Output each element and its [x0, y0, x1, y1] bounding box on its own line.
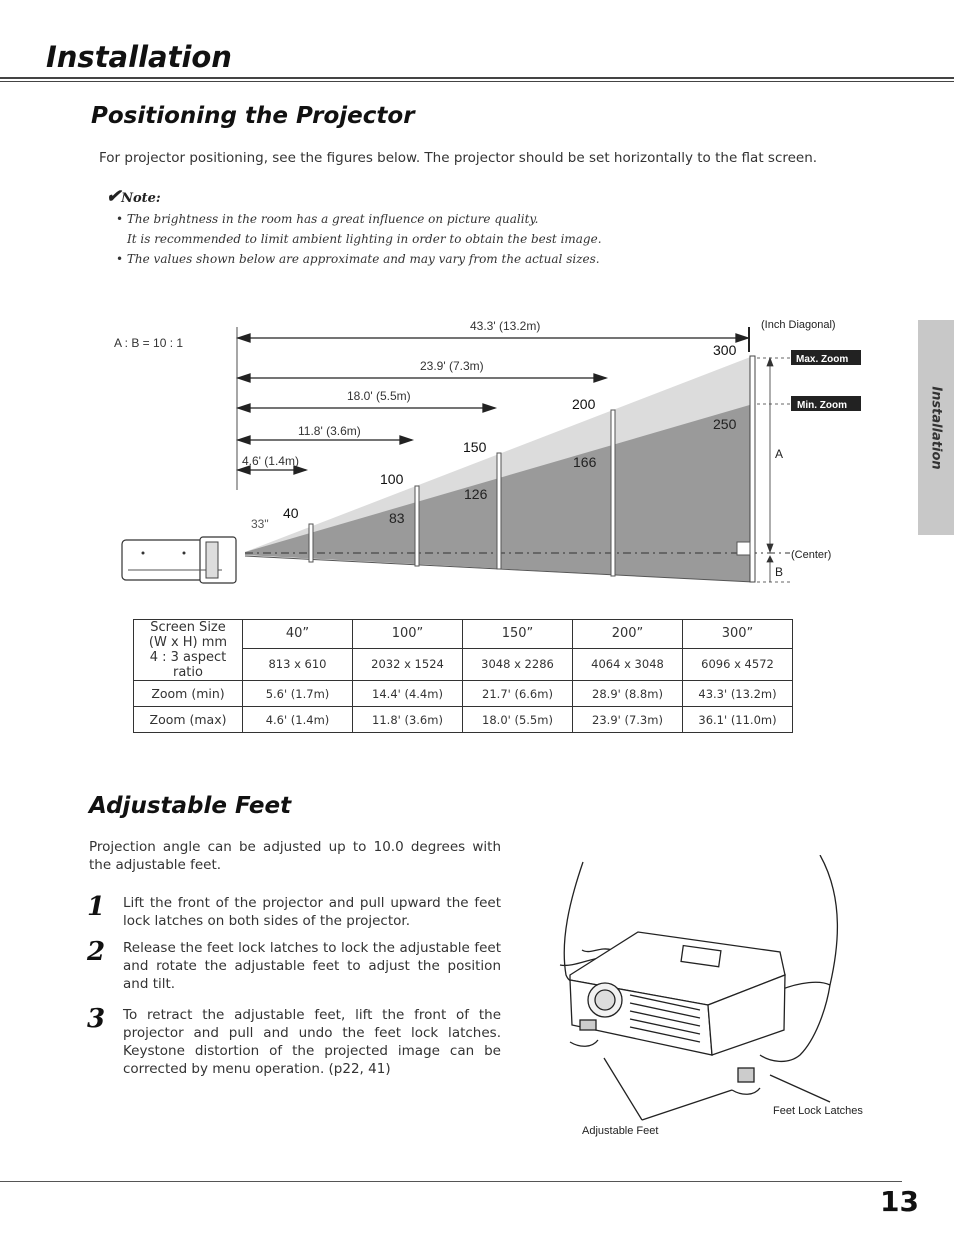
size-cell: 300” — [683, 620, 793, 649]
table-row — [134, 681, 793, 707]
header-rule-thin — [0, 81, 954, 82]
zoom-max-cell: 4.6' (1.4m) — [243, 707, 353, 733]
adjustable-feet-label: Adjustable Feet — [582, 1125, 659, 1137]
zoom-min-cell: 43.3' (13.2m) — [683, 681, 793, 707]
min-size-33: 33" — [251, 517, 269, 531]
step-number-3: 3 — [87, 1004, 106, 1034]
feet-intro: Projection angle can be adjusted up to 10.0 degrees with the adjustable feet. — [89, 839, 501, 873]
distance-label-100: 11.8' (3.6m) — [298, 424, 361, 438]
screen-300 — [750, 356, 755, 582]
distance-label-40: 4.6' (1.4m) — [242, 454, 299, 468]
header-line-3: 4 : 3 aspect ratio — [149, 650, 227, 680]
dims-cell: 4064 x 3048 — [573, 648, 683, 680]
center-label: (Center) — [791, 549, 832, 561]
inch-diagonal-label: (Inch Diagonal) — [761, 319, 836, 331]
header-line-2: (W x H) mm — [148, 635, 228, 650]
max-size-150: 150 — [463, 439, 487, 455]
zoom-max-cell: 36.1' (11.0m) — [683, 707, 793, 733]
zoom-max-cell: 11.8' (3.6m) — [353, 707, 463, 733]
min-size-250: 250 — [713, 416, 737, 432]
min-zoom-label: Min. Zoom — [797, 400, 847, 411]
header-rule — [0, 77, 954, 79]
screen-200 — [611, 410, 615, 576]
step-number-1: 1 — [87, 892, 106, 922]
projection-diagram — [0, 300, 918, 600]
footer-rule — [0, 1181, 902, 1182]
step-text-3: To retract the adjustable feet, lift the front of the projector and pull and undo the feet lock latches. Keystone distortion of the projected image can be corrected by menu operation. (p22, 41) — [123, 1007, 501, 1077]
distance-label-150: 18.0' (5.5m) — [347, 389, 411, 403]
header-line-1: Screen Size — [150, 620, 226, 635]
note-line-1: • The brightness in the room has a great influence on picture quality. — [116, 212, 539, 226]
note-line-3: • The values shown below are approximate and may vary from the actual sizes. — [116, 252, 600, 266]
zoom-min-cell: 5.6' (1.7m) — [243, 681, 353, 707]
size-cell: 150” — [463, 620, 573, 649]
min-size-166: 166 — [573, 454, 597, 470]
ratio-label: A : B = 10 : 1 — [114, 336, 184, 350]
max-size-200: 200 — [572, 396, 596, 412]
zoom-min-cell: 28.9' (8.8m) — [573, 681, 683, 707]
label-b: B — [775, 565, 784, 579]
side-tab-label: Installation — [928, 385, 944, 470]
dims-cell: 3048 x 2286 — [463, 648, 573, 680]
min-size-83: 83 — [389, 510, 405, 526]
step-number-2: 2 — [87, 937, 106, 967]
screen-40 — [309, 524, 313, 562]
zoom-min-cell: 14.4' (4.4m) — [353, 681, 463, 707]
dims-cell: 813 x 610 — [243, 648, 353, 680]
page-title: Installation — [46, 40, 232, 74]
step-text-1: Lift the front of the projector and pull upward the feet lock latches on both sides of the projector. — [123, 895, 501, 929]
zoom-min-cell: 21.7' (6.6m) — [463, 681, 573, 707]
projector-side-icon — [122, 537, 236, 583]
label-a: A — [775, 447, 784, 461]
zoom-max-label: Zoom (max) — [134, 707, 243, 733]
screen-size-table — [133, 619, 793, 733]
section-title-positioning: Positioning the Projector — [91, 103, 415, 129]
max-size-300: 300 — [713, 342, 737, 358]
max-zoom-label: Max. Zoom — [796, 354, 849, 365]
section-title-feet: Adjustable Feet — [89, 793, 292, 819]
min-size-126: 126 — [464, 486, 488, 502]
note-line-2: It is recommended to limit ambient lighting in order to obtain the best image. — [127, 232, 602, 246]
checkmark-icon: ✔ — [106, 186, 122, 207]
adjustable-feet-illustration — [550, 855, 890, 1145]
distance-label-300: 43.3' (13.2m) — [470, 319, 541, 333]
dims-cell: 6096 x 4572 — [683, 648, 793, 680]
note-label: Note: — [121, 191, 161, 206]
page-number: 13 — [880, 1185, 919, 1218]
size-cell: 100” — [353, 620, 463, 649]
feet-lock-latches-label: Feet Lock Latches — [773, 1105, 863, 1117]
zoom-min-label: Zoom (min) — [134, 681, 243, 707]
table-row — [134, 620, 793, 649]
step-text-2: Release the feet lock latches to lock the adjustable feet and rotate the adjustable feet to adjust the position and tilt. — [123, 940, 501, 992]
size-cell: 40” — [243, 620, 353, 649]
side-tab — [918, 320, 954, 535]
max-size-40: 40 — [283, 505, 299, 521]
screen-100 — [415, 486, 419, 566]
distance-label-200: 23.9' (7.3m) — [420, 359, 484, 373]
zoom-max-cell: 18.0' (5.5m) — [463, 707, 573, 733]
note-heading — [106, 186, 161, 207]
positioning-intro: For projector positioning, see the figures below. The projector should be set horizontally to the flat screen. — [99, 150, 818, 166]
table-row — [134, 707, 793, 733]
zoom-max-cell: 23.9' (7.3m) — [573, 707, 683, 733]
dims-cell: 2032 x 1524 — [353, 648, 463, 680]
screen-150 — [497, 453, 501, 569]
size-cell: 200” — [573, 620, 683, 649]
max-size-100: 100 — [380, 471, 404, 487]
table-header-cell — [134, 620, 243, 681]
